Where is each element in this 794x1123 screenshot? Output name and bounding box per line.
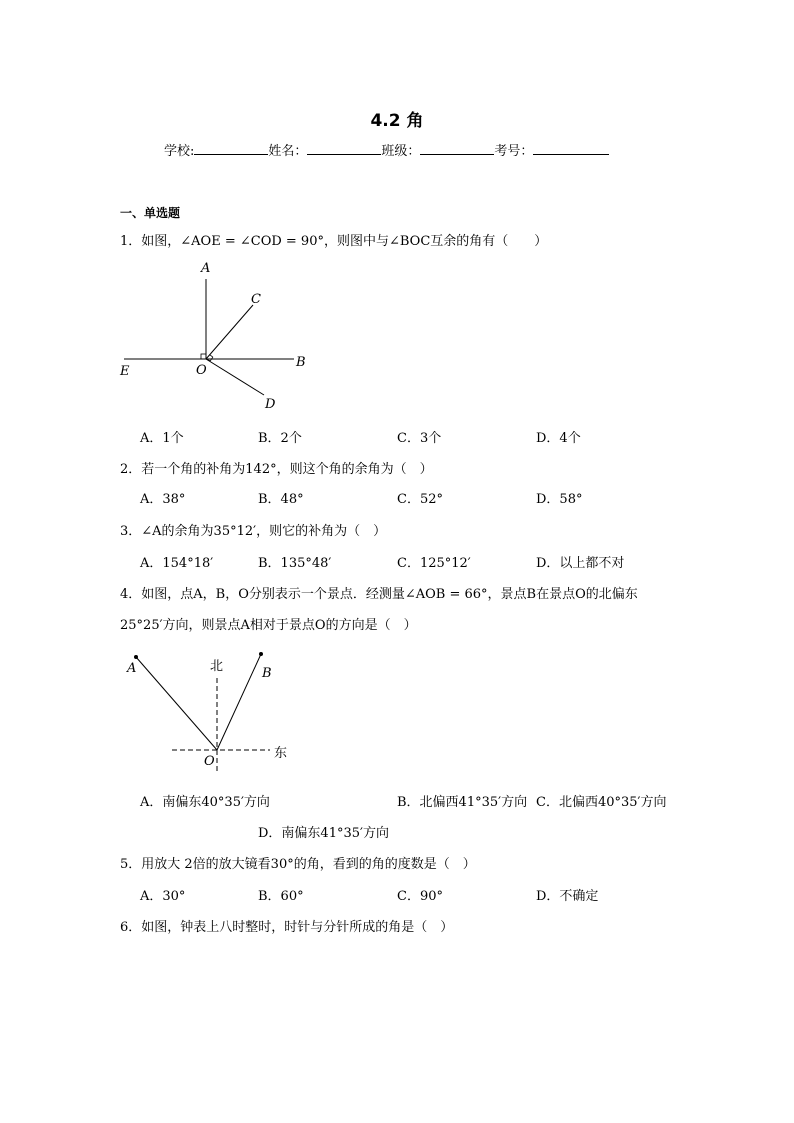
q3-option-b[interactable]: B．135°48′ [258, 556, 332, 571]
label-east: 东 [274, 746, 288, 761]
q4-option-b[interactable]: B．北偏西41°35′方向 [397, 795, 528, 810]
q2-option-c[interactable]: C．52° [397, 492, 443, 507]
question-6-stem: 6．如图，钟表上八时整时，时针与分针所成的角是（ ） [120, 920, 454, 935]
ray-ob [217, 654, 261, 750]
label-e: E [120, 364, 130, 379]
label-b: B [296, 355, 306, 370]
q4-option-a[interactable]: A．南偏东40°35′方向 [140, 795, 270, 810]
question-3-stem: 3．∠A的余角为35°12′，则它的补角为（ ） [120, 524, 387, 539]
q1-option-c[interactable]: C．3个 [397, 431, 442, 446]
school-blank[interactable] [194, 142, 268, 155]
school-label: 学校: [164, 144, 195, 159]
point-b [259, 652, 263, 656]
class-label: 班级： [381, 144, 421, 159]
question-5-stem: 5．用放大 2倍的放大镜看30°的角，看到的角的度数是（ ） [120, 857, 476, 872]
name-label: 姓名： [268, 144, 308, 159]
q3-option-a[interactable]: A．154°18′ [140, 556, 214, 571]
figure-q4 [110, 640, 310, 775]
label-a: A [127, 661, 137, 676]
label-a: A [201, 261, 211, 276]
q5-option-c[interactable]: C．90° [397, 889, 443, 904]
ray-oc [206, 305, 253, 359]
ray-od [206, 359, 264, 395]
section-title: 一、单选题 [120, 206, 181, 220]
number-label: 考号： [494, 144, 534, 159]
q1-option-a[interactable]: A．1个 [140, 431, 184, 446]
question-1-stem: 1．如图，∠AOE = ∠COD = 90°，则图中与∠BOC互余的角有（ ） [120, 234, 548, 249]
q1-option-d[interactable]: D．4个 [536, 431, 581, 446]
q3-option-d[interactable]: D．以上都不对 [536, 556, 625, 571]
q5-option-a[interactable]: A．30° [140, 889, 186, 904]
q1-option-b[interactable]: B．2个 [258, 431, 302, 446]
question-2-stem: 2．若一个角的补角为142°，则这个角的余角为（ ） [120, 462, 433, 477]
class-blank[interactable] [420, 142, 494, 155]
q2-option-b[interactable]: B．48° [258, 492, 304, 507]
q5-option-b[interactable]: B．60° [258, 889, 304, 904]
student-info-line [164, 140, 609, 159]
q4-option-c[interactable]: C．北偏西40°35′方向 [536, 795, 667, 810]
ray-oa [136, 657, 217, 750]
page-title: 4.2 角 [370, 111, 424, 131]
right-angle-mark-aoe [201, 354, 206, 359]
figure-q1 [110, 255, 330, 415]
label-o: O [204, 754, 215, 769]
point-a [134, 655, 138, 659]
q4-option-d[interactable]: D．南偏东41°35′方向 [258, 826, 389, 841]
number-blank[interactable] [533, 142, 609, 155]
label-o: O [196, 363, 207, 378]
question-4-stem-line-1: 4．如图，点A，B，O分别表示一个景点．经测量∠AOB = 66°，景点B在景点O的北偏东 [120, 587, 638, 602]
q2-option-d[interactable]: D．58° [536, 492, 583, 507]
name-blank[interactable] [307, 142, 381, 155]
label-c: C [251, 292, 261, 307]
q2-option-a[interactable]: A．38° [140, 492, 186, 507]
label-north: 北 [210, 659, 224, 674]
question-4-stem-line-2: 25°25′方向，则景点A相对于景点O的方向是（ ） [120, 618, 417, 633]
q5-option-d[interactable]: D．不确定 [536, 889, 599, 904]
q3-option-c[interactable]: C．125°12′ [397, 556, 471, 571]
label-d: D [265, 397, 276, 412]
label-b: B [262, 666, 272, 681]
